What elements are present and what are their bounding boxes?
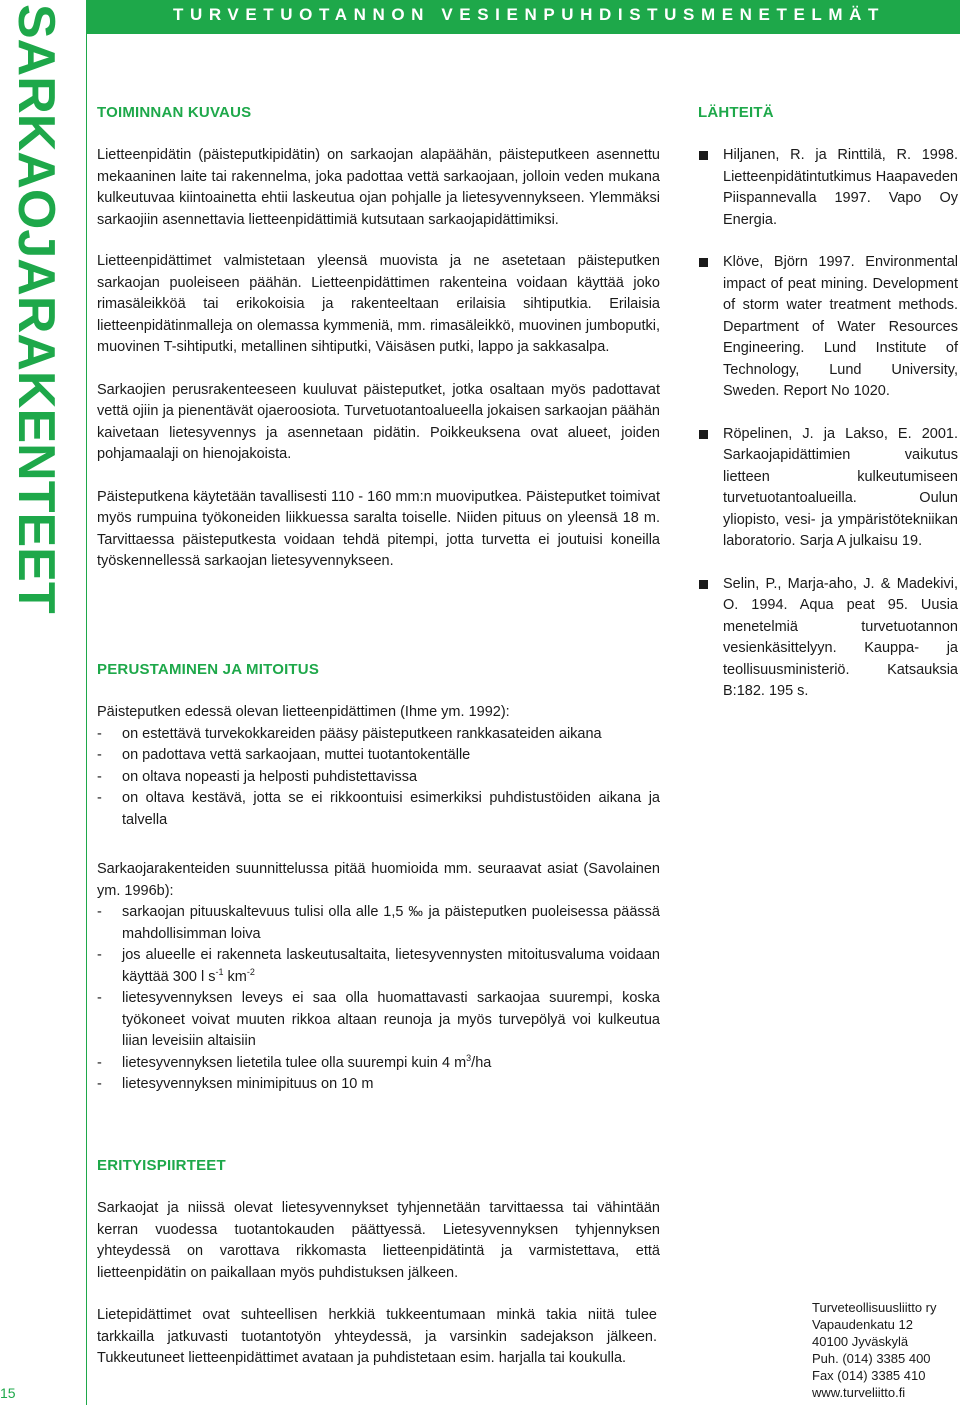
paragraph: Lietteenpidätin (päisteputkipidätin) on sarkaojan alapäähän, päisteputkeen asennettu mekaaninen laite tai rakennelma, joka padottaa vettä sarkaojaan, jolloin veden mukana kulkeutuvaa kiintoainetta ehtii laskeutua ojan pohjalle ja lietesyvennykseen. Ylemmäksi sarkaojiin asennettavia lietteenpidättimiä kutsutaan sarkaojapidättimiksi. (97, 147, 660, 228)
list-item: - sarkaojan pituuskaltevuus tulisi olla alle 1,5 ‰ ja päisteputken puoleisessa päässä mahdollisimman loiva (97, 902, 660, 945)
list-item: - on oltava kestävä, jotta se ei rikkoontuisi esimerkiksi puhdistustöiden aikana ja talvella (97, 788, 660, 831)
paragraph: Sarkaojat ja niissä olevat lietesyvennykset tyhjennetään tarvittaessa tai vähintään kerran vuodessa tuotantokauden päättyessä. Lietesyvennyksen tyhjennyksen yhteydessä on varottava rikkomasta lietteenpidätintä ja varmistettava, että lietteenpidätin on paikallaan myös puhdistuksen jälkeen. (97, 1200, 660, 1281)
contact-block (812, 1299, 960, 1401)
reference-text: Röpelinen, J. ja Lakso, E. 2001. Sarkaojapidättimien vaikutus lietteen kulkeutumiseen turvetuotantoalueilla. Oulun yliopisto, vesi- ja ympäristötekniikan laboratorio. Sarja A julkaisu 19. (723, 425, 958, 549)
contact-fax: Fax (014) 3385 410 (812, 1368, 926, 1383)
paragraph: Lietepidättimet ovat suhteellisen herkkiä tukkeentumaan minkä takia niitä tulee tarkkailla jatkuvasti tuotantotyön yhteydessä, ja varsinkin sadejakson jälkeen. Tukkeutuneet lietteenpidättimet avataan ja puhdistetaan esim. harjalla tai koukulla. (97, 1307, 657, 1366)
bullet-square-icon (699, 151, 708, 160)
list-item: - on estettävä turvekokkareiden pääsy päisteputkeen rankkasateiden aikana (97, 724, 660, 746)
list-item-text: /ha (471, 1054, 492, 1071)
section-heading: ERITYISPIIRTEET (97, 1157, 226, 1174)
section-heading: TOIMINNAN KUVAUS (97, 104, 252, 121)
contact-org: Turveteollisuusliitto ry (812, 1300, 937, 1315)
list-item: - lietesyvennyksen minimipituus on 10 m (97, 1074, 660, 1096)
requirements-list (97, 724, 660, 832)
paragraph: Lietteenpidättimet valmistetaan yleensä muovista ja ne asetetaan päisteputken sarkaojan puoleiseen päähän. Lietteenpidättimen rakenteina voidaan käyttää joko rimasäleikköä tai erikokoisia ja rakenteeltaan erilaisia sihtiputkia. Erilaisia lietteenpidätinmalleja on olemassa kymmeniä, mm. rimasäleikkö, muovinen jumboputki, muovinen T-sihtiputki, metallinen sihtiputki, Väisäsen putki, lappo ja sakkasalpa. (97, 253, 660, 355)
design-list (97, 902, 660, 1096)
reference-text: Selin, P., Marja-aho, J. & Madekivi, O. 1994. Aqua peat 95. Uusia menetelmiä turvetuotannon vesienkäsittelyyn. Kauppa- ja teollisuusministeriö. Katsauksia B:182. 195 s. (723, 575, 958, 699)
list-item (97, 1053, 660, 1075)
contact-city: 40100 Jyväskylä (812, 1334, 909, 1349)
side-title (0, 0, 80, 614)
reference-item (698, 574, 958, 703)
reference-text: Klöve, Björn 1997. Environmental impact of peat mining. Development of storm water treatment methods. Department of Water Resources Engineering. Lund Institute of Technology, Lund University, Sweden. Report No 1020. (723, 254, 958, 399)
contact-phone: Puh. (014) 3385 400 (812, 1351, 931, 1366)
paragraph: Päisteputkena käytetään tavallisesti 110 - 160 mm:n muoviputkea. Päisteputket toimivat myös rumpuina työkoneiden liikkuessa saralta toiselle. Niiden pituus on yleensä 18 m. Tarvittaessa päisteputkesta voidaan tehdä pitempi, jotta turvetta ei joutuisi koneilla työskennellessä sarkaojan lietesyvennykseen. (97, 488, 660, 569)
page-number: 15 (0, 1385, 16, 1401)
bullet-square-icon (699, 580, 708, 589)
list-item-text: km (223, 968, 247, 985)
superscript: 3 (466, 1052, 472, 1063)
paragraph: Sarkaojien perusrakenteeseen kuuluvat päisteputket, jotka osaltaan myös padottavat vettä ojiin ja pienentävät ojaeroosiota. Turvetuotantoalueella jokaisen sarkaojan päähän kaivetaan lietesyvennys ja asennetaan pidätin. Poikkeuksena ovat alueet, joiden pohjamaalaji on hienojakoista. (97, 381, 660, 462)
reference-item (698, 252, 958, 403)
section-heading: LÄHTEITÄ (698, 104, 774, 121)
list-item-text: lietesyvennyksen lietetila tulee olla suurempi kuin 4 m (122, 1054, 467, 1071)
list-item-text: jos alueelle ei rakenneta laskeutusaltaita, lietesyvennysten mitoitusvaluma voidaan käyttää 300 l s (122, 947, 660, 985)
superscript: -2 (246, 966, 255, 977)
reference-item (698, 145, 958, 231)
paragraph: Sarkaojarakenteiden suunnittelussa pitää huomioida mm. seuraavat asiat (Savolainen ym. 1996b): (97, 861, 660, 899)
reference-item (698, 424, 958, 553)
section-toiminnan-kuvaus (97, 104, 660, 573)
superscript: -1 (215, 966, 224, 977)
reference-text: Hiljanen, R. ja Rinttilä, R. 1998. Lietteenpidätintutkimus Haapaveden Piispannevalla 1997. Vapo Oy Energia. (723, 147, 958, 228)
side-divider (86, 0, 87, 1405)
list-item (97, 945, 660, 988)
list-item: - on oltava nopeasti ja helposti puhdistettavissa (97, 767, 660, 789)
section-erityispiirteet (97, 1157, 660, 1370)
paragraph: Päisteputken edessä olevan lietteenpidättimen (Ihme ym. 1992): (97, 704, 510, 720)
contact-street: Vapaudenkatu 12 (812, 1317, 913, 1332)
section-perustaminen (97, 661, 660, 1096)
side-title-text: SARKAOJARAKENTEET (7, 4, 65, 614)
contact-website-link[interactable]: www.turveliitto.fi (812, 1385, 906, 1400)
references-section (698, 104, 958, 724)
section-heading: PERUSTAMINEN JA MITOITUS (97, 661, 320, 678)
list-item: - lietesyvennyksen leveys ei saa olla huomattavasti sarkaojaa suurempi, koska työkoneet voivat muuten rikkoa altaan reunoja ja myös turvepölyä voi kulkeutua liian leveisiin altaisiin (97, 988, 660, 1053)
top-banner (87, 0, 960, 34)
references-list (698, 145, 958, 703)
bullet-square-icon (699, 258, 708, 267)
banner-title: TURVETUOTANNON VESIENPUHDISTUSMENETELMÄT (173, 5, 886, 24)
list-item: - on padottava vettä sarkaojaan, muttei tuotantokentälle (97, 745, 660, 767)
bullet-square-icon (699, 430, 708, 439)
